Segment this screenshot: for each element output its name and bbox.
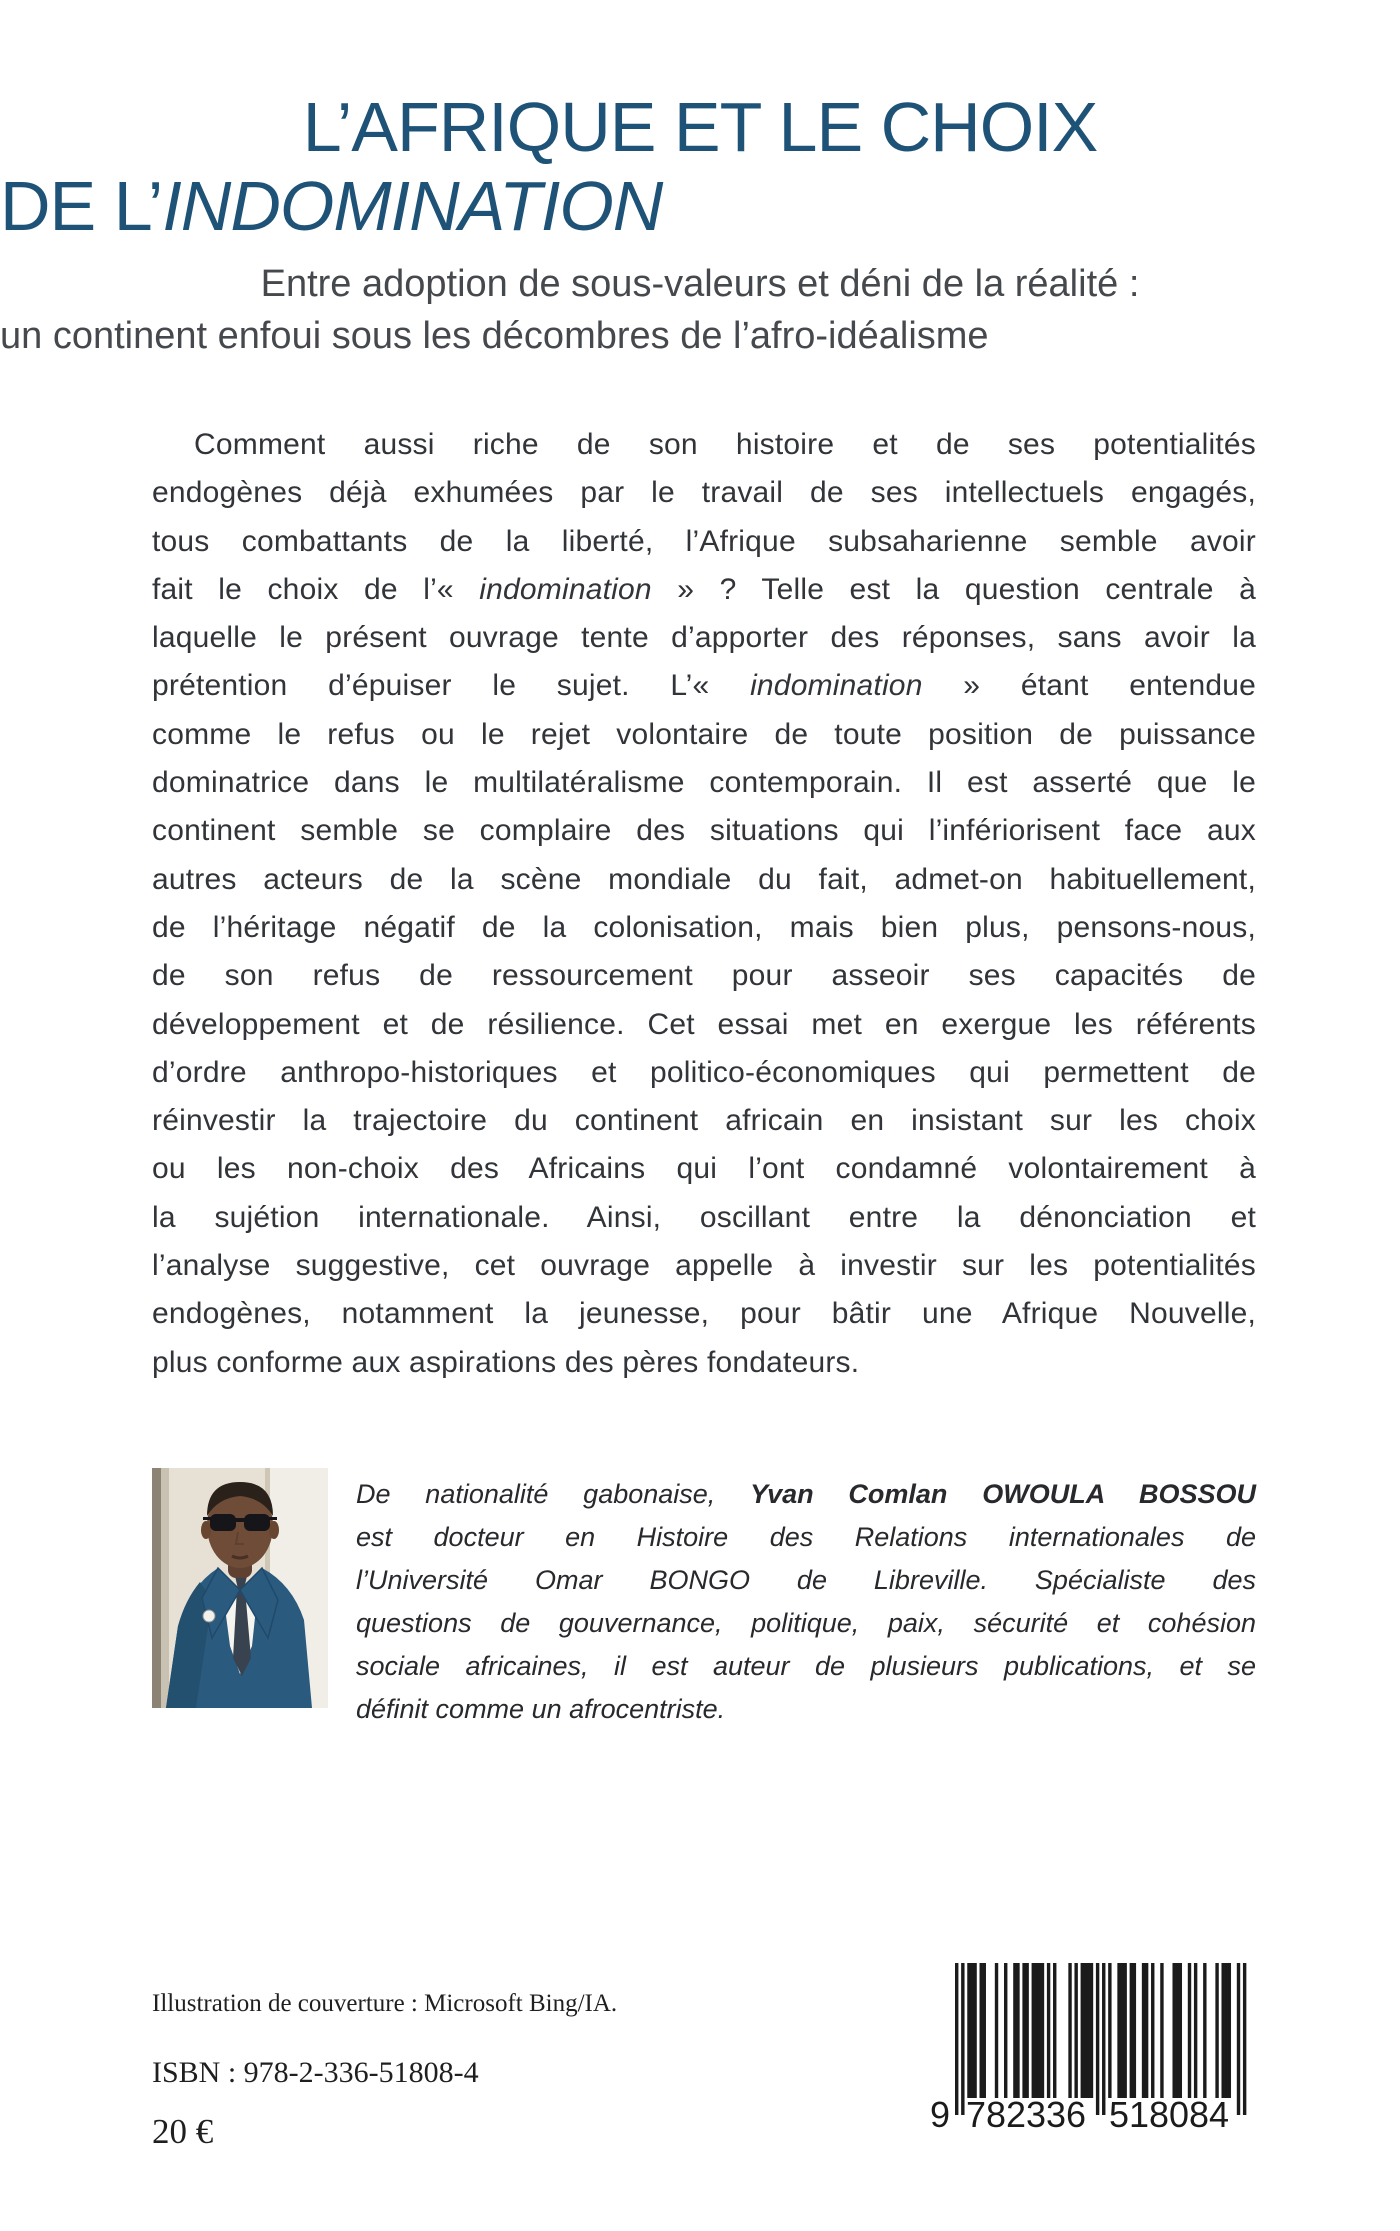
text-segment: comme le refus ou le rejet volontaire de toute position de puissance xyxy=(152,717,1256,751)
synopsis-line xyxy=(152,662,1256,710)
text-segment: questions de gouvernance, politique, paix, sécurité et cohésion xyxy=(356,1608,1256,1638)
text-segment: Entre adoption de sous-valeurs et déni de la réalité : xyxy=(260,263,1140,305)
bio-line xyxy=(356,1645,1256,1688)
lapel-pin xyxy=(203,1610,215,1622)
text-segment: endogènes, notamment la jeunesse, pour bâtir une Afrique Nouvelle, xyxy=(152,1297,1256,1331)
synopsis-line xyxy=(152,952,1256,1000)
text-segment: de l’héritage négatif de la colonisation, mais bien plus, pensons-nous, xyxy=(152,910,1256,944)
barcode-first-digit: 9 xyxy=(930,2094,951,2133)
text-segment: sociale africaines, il est auteur de plusieurs publications, et se xyxy=(356,1651,1256,1681)
text-segment: prétention d’épuiser le sujet. L’« xyxy=(152,669,751,703)
text-segment: autres acteurs de la scène mondiale du fait, admet-on habituellement, xyxy=(152,862,1256,896)
text-segment: d’ordre anthropo-historiques et politico-économiques qui permettent de xyxy=(152,1055,1256,1089)
author-bio xyxy=(356,1473,1256,1731)
text-segment: l’Université Omar BONGO de Libreville. Spécialiste des xyxy=(356,1565,1256,1595)
author-portrait-illustration xyxy=(152,1468,328,1708)
text-segment: un continent enfoui sous les décombres de l’afro-idéalisme xyxy=(0,315,989,357)
synopsis-line xyxy=(152,759,1256,807)
synopsis-line xyxy=(152,469,1256,517)
text-segment: Comment aussi riche de son histoire et de ses potentialités xyxy=(194,428,1256,461)
text-segment: la sujétion internationale. Ainsi, oscillant entre la dénonciation et xyxy=(152,1200,1256,1234)
bio-line xyxy=(356,1516,1256,1559)
text-segment: plus conforme aux aspirations des pères fondateurs. xyxy=(152,1345,860,1379)
isbn-text: ISBN : 978-2-336-51808-4 xyxy=(152,2056,479,2089)
synopsis-line xyxy=(152,1097,1256,1145)
text-segment: tous combattants de la liberté, l’Afrique subsaharienne semble avoir xyxy=(152,524,1256,558)
synopsis-line xyxy=(152,1194,1256,1242)
text-segment: » ? Telle est la question centrale à xyxy=(651,572,1256,606)
book-subtitle xyxy=(0,258,1400,362)
text-segment: définit comme un afrocentriste. xyxy=(356,1694,726,1724)
synopsis-line xyxy=(152,1001,1256,1049)
synopsis-line xyxy=(152,421,1256,469)
text-segment: fait le choix de l’« xyxy=(152,572,480,606)
bio-line xyxy=(356,1559,1256,1602)
title-line xyxy=(0,167,1400,246)
synopsis-line xyxy=(152,1145,1256,1193)
text-segment: l’analyse suggestive, cet ouvrage appelle à investir sur les potentialités xyxy=(152,1249,1256,1283)
synopsis-line xyxy=(152,856,1256,904)
text-segment: laquelle le présent ouvrage tente d’apporter des réponses, sans avoir la xyxy=(152,621,1256,655)
subtitle-line xyxy=(0,258,1400,310)
author-photo xyxy=(152,1468,328,1708)
cover-illustration-credit: Illustration de couverture : Microsoft Bing/IA. xyxy=(152,1990,618,2017)
text-segment: dominatrice dans le multilatéralisme contemporain. Il est asserté que le xyxy=(152,766,1256,800)
text-segment: INDOMINATION xyxy=(162,167,663,245)
synopsis-line xyxy=(152,711,1256,759)
text-segment: L’AFRIQUE ET LE CHOIX xyxy=(302,88,1098,166)
barcode-right-group: 518084 xyxy=(1109,2094,1229,2133)
text-segment: est docteur en Histoire des Relations internationales de xyxy=(356,1522,1256,1552)
text-segment: de son refus de ressourcement pour asseoir ses capacités de xyxy=(152,959,1256,993)
text-segment: indomination xyxy=(750,669,923,703)
barcode-left-group: 782336 xyxy=(966,2094,1086,2133)
bio-line xyxy=(356,1602,1256,1645)
synopsis-line xyxy=(152,1290,1256,1338)
ean13-barcode xyxy=(928,1963,1250,2133)
text-segment: continent semble se complaire des situations qui l’infériorisent face aux xyxy=(152,814,1256,848)
text-segment: Yvan Comlan OWOULA BOSSOU xyxy=(750,1479,1256,1509)
synopsis-line xyxy=(152,1339,1256,1387)
text-segment: réinvestir la trajectoire du continent africain en insistant sur les choix xyxy=(152,1104,1256,1138)
title-line xyxy=(0,88,1400,167)
synopsis-line xyxy=(152,807,1256,855)
text-segment: » étant entendue xyxy=(922,669,1256,703)
barcode-bars xyxy=(928,1963,1250,2133)
author-sunglasses xyxy=(210,1514,236,1531)
synopsis-line xyxy=(152,518,1256,566)
subtitle-line xyxy=(0,310,1400,362)
synopsis-paragraph xyxy=(152,421,1256,1387)
text-segment: ou les non-choix des Africains qui l’ont condamné volontairement à xyxy=(152,1152,1256,1186)
synopsis-line xyxy=(152,1242,1256,1290)
text-segment: De nationalité gabonaise, xyxy=(356,1479,751,1509)
price-text: 20 € xyxy=(152,2112,214,2151)
bio-line xyxy=(356,1688,1256,1731)
bio-line xyxy=(356,1473,1256,1516)
synopsis-line xyxy=(152,1049,1256,1097)
synopsis-line xyxy=(152,566,1256,614)
text-segment: endogènes déjà exhumées par le travail de ses intellectuels engagés, xyxy=(152,476,1256,510)
text-segment: développement et de résilience. Cet essai met en exergue les référents xyxy=(152,1007,1256,1041)
text-segment: DE L’ xyxy=(0,167,163,245)
book-title xyxy=(0,88,1400,246)
synopsis-line xyxy=(152,614,1256,662)
synopsis-line xyxy=(152,904,1256,952)
text-segment: indomination xyxy=(479,572,652,606)
